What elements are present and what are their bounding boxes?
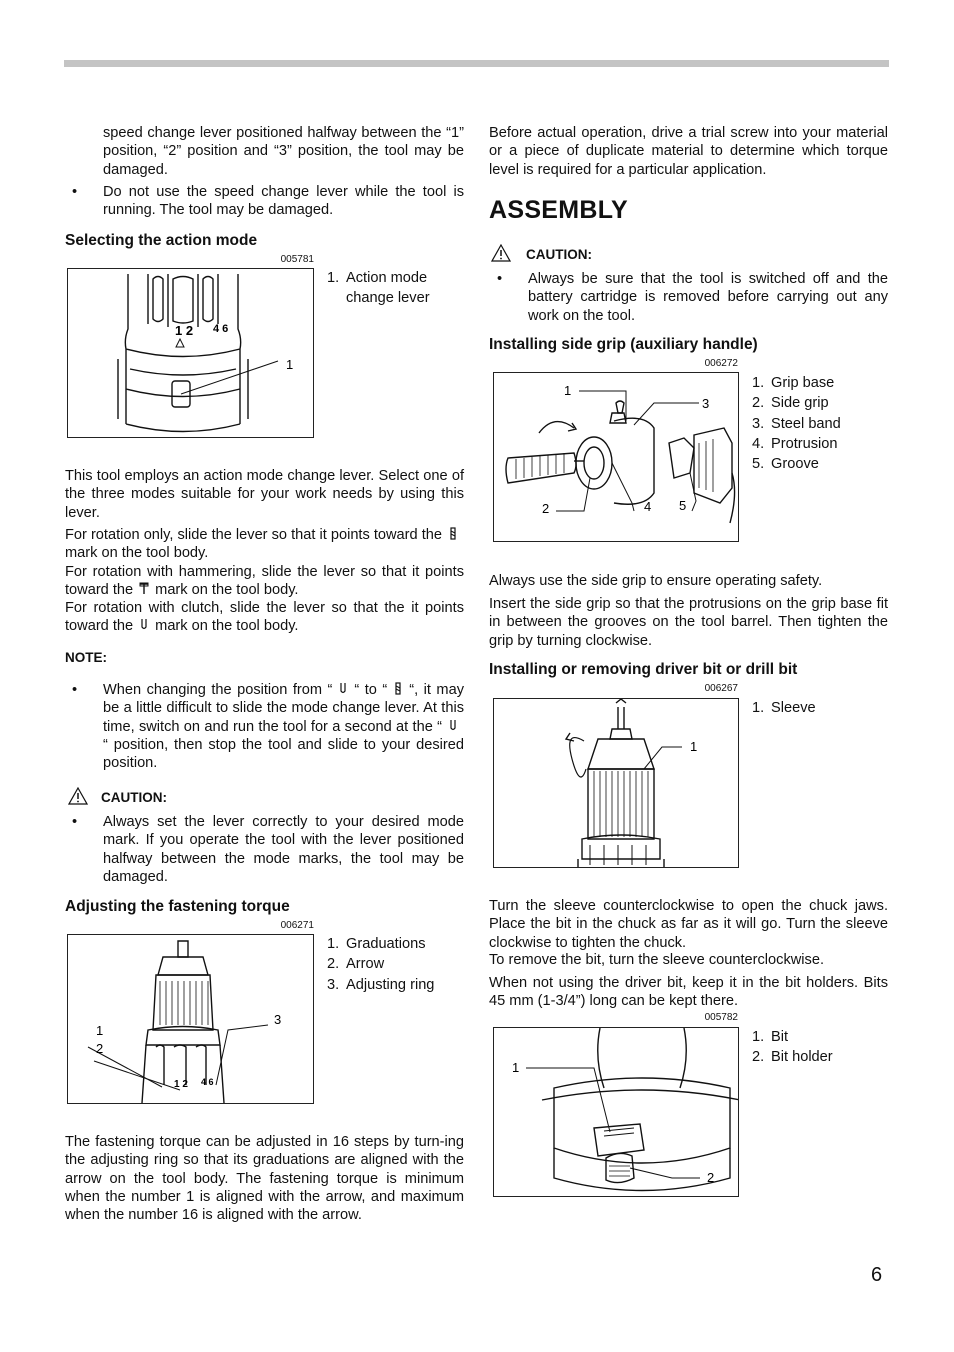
warning-triangle-icon	[68, 787, 88, 805]
side-grip-heading: Installing side grip (auxiliary handle)	[489, 336, 758, 353]
callout-graduation-4-6: 4 6	[213, 323, 229, 335]
rotation-only-paragraph: For rotation only, slide the lever so that it points toward themark on the tool body.	[65, 526, 464, 563]
selecting-action-mode-heading: Selecting the action mode	[65, 232, 258, 249]
callout-graduation-1-2: 1 2	[175, 323, 194, 338]
header-rule	[64, 60, 889, 67]
driver-bit-heading: Installing or removing driver bit or drill bit	[489, 661, 798, 678]
legend-item: 1. Sleeve	[752, 700, 816, 716]
assembly-heading: ASSEMBLY	[489, 196, 629, 224]
callout-1: 1	[690, 739, 698, 754]
screw-mark-icon	[338, 682, 348, 695]
figure-legend	[752, 373, 882, 474]
legend-item: 5. Groove	[752, 456, 819, 473]
warning-triangle-icon	[491, 244, 511, 262]
callout-2: 2	[542, 501, 550, 516]
hammer-mark-icon	[139, 582, 149, 595]
note-label: NOTE:	[65, 650, 107, 665]
callout-3: 3	[274, 1012, 282, 1027]
legend-item: 1. Graduations	[327, 936, 426, 952]
legend-item: 2. Bit holder	[752, 1049, 833, 1066]
bit-paragraph-1: Turn the sleeve counterclockwise to open the chuck jaws. Place the bit in the chuck as far as it will go. Turn the sleeve clockwise to tighten the chuck.	[489, 898, 888, 951]
bullet-dot: •	[497, 271, 503, 287]
intro-bullet-text: Do not use the speed change lever while the tool is running. The tool may be damaged.	[103, 184, 464, 219]
figure-legend	[752, 1027, 882, 1068]
callout-1: 1	[564, 383, 572, 398]
legend-item: 3. Steel band	[752, 415, 841, 432]
figure-torque-ring	[67, 934, 314, 1104]
drill-mark-icon	[448, 527, 458, 540]
action-mode-paragraph: This tool employs an action mode change lever. Select one of the three modes suitable for your work needs by using this lever.	[65, 468, 464, 521]
adjusting-torque-heading: Adjusting the fastening torque	[65, 898, 290, 915]
grip-paragraph-1: Always use the side grip to ensure operating safety.	[489, 573, 823, 589]
figure-action-mode-lever	[67, 268, 314, 438]
bit-paragraph-2: To remove the bit, turn the sleeve counterclockwise.	[489, 952, 825, 968]
figure-bit-holder	[493, 1027, 739, 1197]
figure-chuck-sleeve	[493, 698, 739, 868]
caution-text: Always set the lever correctly to your desired mode mark. If you operate the tool with the lever positioned halfway between the mode marks, the tool may be damaged.	[103, 814, 464, 885]
figure-code: 006271	[280, 920, 314, 931]
callout-2: 2	[96, 1041, 104, 1056]
note-text: When changing the position from “ “ to “ “, it may be a little difficult to slide the mode change lever. At this time, switch on and run the tool for a second at the ““ position, then stop the tool and slide to your desired position.	[103, 682, 465, 772]
figure-legend	[752, 698, 882, 718]
legend-item: 3. Adjusting ring	[327, 976, 435, 993]
callout-1: 1	[96, 1023, 104, 1038]
legend-item: 4. Protrusion	[752, 435, 838, 452]
figure-code: 006272	[704, 358, 738, 369]
page-number: 6	[871, 1264, 883, 1286]
grip-paragraph-2: Insert the side grip so that the protrusions on the grip base fit in between the grooves on the tool barrel. Then tighten the grip by turning clockwise.	[489, 596, 888, 649]
figure-code: 005782	[704, 1012, 738, 1023]
figure-side-grip	[493, 372, 739, 542]
callout-3: 3	[702, 396, 710, 411]
bullet-dot: •	[72, 814, 78, 830]
screw-mark-icon	[448, 719, 458, 732]
graduation-1-2: 1 2	[174, 1079, 188, 1090]
right-intro: Before actual operation, drive a trial screw into your material or a piece of duplicate material to determine which torque level is required for a particular application.	[489, 125, 888, 178]
intro-continuation: speed change lever positioned halfway between the “1” position, “2” position and “3” position, the tool may be damaged.	[103, 125, 464, 178]
rotation-hammering-paragraph: For rotation with hammering, slide the lever so that it points toward the mark on the tool body.	[65, 564, 464, 599]
screw-mark-icon	[139, 618, 149, 631]
legend-item: 1. Grip base	[752, 375, 835, 391]
figure-code: 005781	[280, 254, 314, 265]
legend-item: 2. Arrow	[327, 956, 385, 973]
graduation-4-6: 4 6	[201, 1077, 214, 1087]
legend-item: 2. Side grip	[752, 395, 829, 412]
legend-item: 1. Bit	[752, 1029, 789, 1045]
bullet-dot: •	[72, 682, 78, 698]
callout-1: 1	[512, 1060, 520, 1075]
legend-item: 1. Action mode change lever	[327, 270, 430, 307]
caution-label: CAUTION:	[101, 790, 167, 805]
figure-code: 006267	[704, 683, 738, 694]
callout-1: 1	[286, 357, 294, 372]
caution-label: CAUTION:	[526, 247, 592, 262]
callout-4: 4	[644, 499, 652, 514]
callout-2: 2	[707, 1170, 715, 1185]
caution-text: Always be sure that the tool is switched off and the battery cartridge is removed before carrying out any work on the tool.	[528, 271, 888, 324]
bullet-dot: •	[72, 184, 78, 200]
callout-5: 5	[679, 498, 687, 513]
drill-mark-icon	[393, 682, 403, 695]
bit-paragraph-3: When not using the driver bit, keep it in the bit holders. Bits 45 mm (1-3/4”) long can be kept there.	[489, 975, 888, 1010]
rotation-clutch-paragraph: For rotation with clutch, slide the lever so that the it points toward the mark on the tool body.	[65, 600, 464, 635]
figure-legend	[327, 268, 457, 309]
figure-legend	[327, 934, 457, 995]
torque-paragraph: The fastening torque can be adjusted in 16 steps by turn-ing the adjusting ring so that its graduations are aligned with the arrow on the tool body. The fastening torque is minimum when the number 1 is aligned with the arrow, and maximum when the number 16 is aligned with the arrow.	[65, 1134, 464, 1224]
